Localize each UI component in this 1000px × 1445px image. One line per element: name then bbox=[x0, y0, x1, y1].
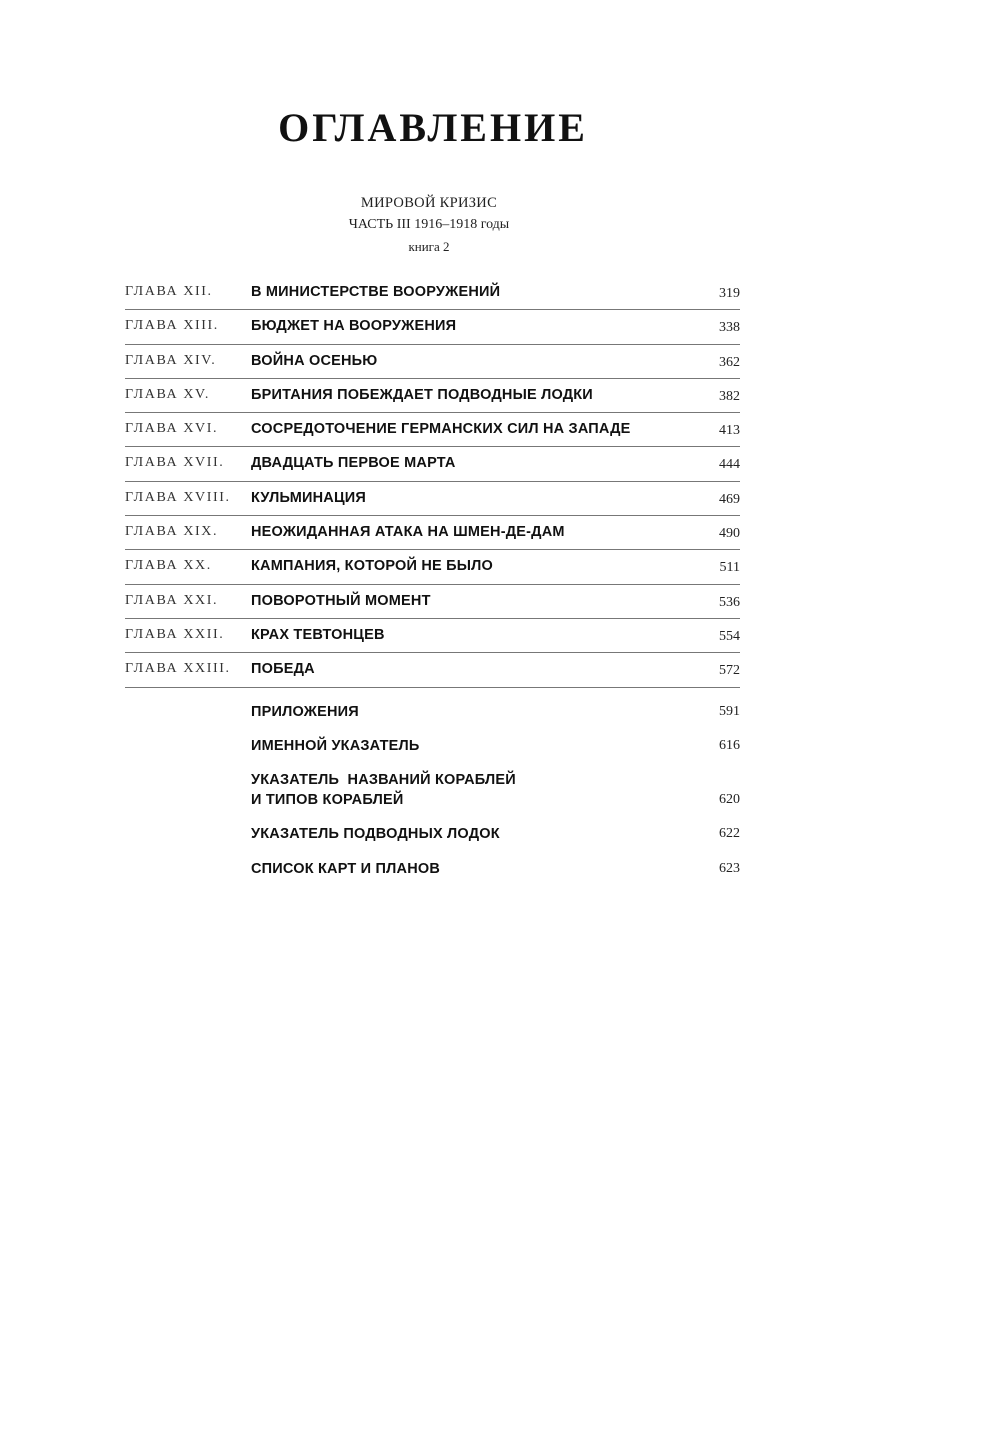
appendix-title-line2: И ТИПОВ КОРАБЛЕЙ bbox=[251, 792, 404, 808]
chapter-label: ГЛАВА XVII. bbox=[125, 455, 225, 471]
subtitle-book: книга 2 bbox=[408, 239, 450, 254]
chapter-label: ГЛАВА XIV. bbox=[125, 352, 217, 368]
chapter-label: ГЛАВА XII. bbox=[125, 284, 213, 299]
chapter-label: ГЛАВА XXI. bbox=[125, 592, 219, 608]
toc-row-chapter-22[interactable] bbox=[125, 619, 740, 653]
toc-row-chapter-19[interactable] bbox=[125, 516, 740, 550]
page-number: 616 bbox=[719, 738, 740, 753]
chapter-title: ВОЙНА ОСЕНЬЮ bbox=[251, 352, 378, 369]
page-number: 536 bbox=[719, 594, 740, 610]
page-number: 413 bbox=[719, 423, 740, 439]
page-number: 319 bbox=[719, 286, 740, 301]
chapter-label: ГЛАВА XV. bbox=[125, 386, 211, 402]
toc-row-chapter-15[interactable] bbox=[125, 379, 740, 413]
appendix-title: СПИСОК КАРТ И ПЛАНОВ bbox=[251, 861, 441, 877]
chapter-title: В МИНИСТЕРСТВЕ ВООРУЖЕНИЙ bbox=[251, 284, 501, 300]
appendix-title: ИМЕННОЙ УКАЗАТЕЛЬ bbox=[251, 738, 420, 754]
page-number: 382 bbox=[719, 388, 740, 404]
chapter-title: ДВАДЦАТЬ ПЕРВОЕ МАРТА bbox=[251, 455, 456, 472]
chapter-label: ГЛАВА XVIII. bbox=[125, 489, 231, 505]
page-number: 572 bbox=[719, 663, 740, 679]
chapter-title: КУЛЬМИНАЦИЯ bbox=[251, 489, 366, 506]
subtitle-part: ЧАСТЬ III 1916–1918 годы bbox=[348, 217, 510, 232]
page-number: 444 bbox=[719, 457, 740, 473]
row-divider bbox=[125, 687, 740, 688]
appendix-title: УКАЗАТЕЛЬ ПОДВОДНЫХ ЛОДОК bbox=[251, 826, 500, 842]
appendix-title: ПРИЛОЖЕНИЯ bbox=[251, 704, 359, 720]
toc-row-chapter-18[interactable] bbox=[125, 482, 740, 516]
chapter-label: ГЛАВА XXIII. bbox=[125, 661, 231, 677]
page-number: 490 bbox=[719, 526, 740, 542]
page-number: 620 bbox=[719, 792, 740, 807]
toc-row-chapter-13[interactable] bbox=[125, 310, 740, 344]
page-title: ОГЛАВЛЕНИЕ bbox=[278, 105, 588, 150]
chapter-title: КАМПАНИЯ, КОТОРОЙ НЕ БЫЛО bbox=[251, 558, 494, 575]
chapter-title: ПОБЕДА bbox=[251, 661, 315, 678]
page-number: 591 bbox=[719, 704, 740, 719]
chapter-label: ГЛАВА XX. bbox=[125, 558, 212, 574]
chapter-label: ГЛАВА XVI. bbox=[125, 421, 219, 437]
chapter-title: СОСРЕДОТОЧЕНИЕ ГЕРМАНСКИХ СИЛ НА ЗАПАДЕ bbox=[251, 421, 631, 438]
page-number: 362 bbox=[719, 354, 740, 370]
chapter-label: ГЛАВА XIII. bbox=[125, 318, 219, 334]
chapter-title: БРИТАНИЯ ПОБЕЖДАЕТ ПОДВОДНЫЕ ЛОДКИ bbox=[251, 386, 593, 403]
page-number: 623 bbox=[719, 861, 740, 876]
chapter-title: НЕОЖИДАННАЯ АТАКА НА ШМЕН-ДЕ-ДАМ bbox=[251, 524, 565, 541]
page-number: 511 bbox=[719, 560, 740, 576]
chapter-label: ГЛАВА XIX. bbox=[125, 524, 219, 540]
toc-row-chapter-12[interactable] bbox=[125, 276, 740, 310]
toc-row-chapter-20[interactable] bbox=[125, 550, 740, 584]
toc-row-chapter-14[interactable] bbox=[125, 345, 740, 379]
subtitle-work: МИРОВОЙ КРИЗИС bbox=[360, 195, 498, 211]
page-number: 554 bbox=[719, 628, 740, 644]
toc-row-chapter-23[interactable] bbox=[125, 653, 740, 687]
table-of-contents bbox=[125, 276, 740, 688]
appendix-title-line1: УКАЗАТЕЛЬ НАЗВАНИЙ КОРАБЛЕЙ bbox=[251, 772, 516, 788]
toc-row-chapter-17[interactable] bbox=[125, 447, 740, 481]
page-number: 469 bbox=[719, 491, 740, 507]
chapter-title: КРАХ ТЕВТОНЦЕВ bbox=[251, 626, 385, 643]
page-number: 622 bbox=[719, 826, 740, 841]
chapter-title: ПОВОРОТНЫЙ МОМЕНТ bbox=[251, 592, 431, 609]
toc-row-chapter-21[interactable] bbox=[125, 585, 740, 619]
toc-row-chapter-16[interactable] bbox=[125, 413, 740, 447]
page-number: 338 bbox=[719, 320, 740, 336]
chapter-label: ГЛАВА XXII. bbox=[125, 626, 225, 642]
chapter-title: БЮДЖЕТ НА ВООРУЖЕНИЯ bbox=[251, 318, 457, 335]
